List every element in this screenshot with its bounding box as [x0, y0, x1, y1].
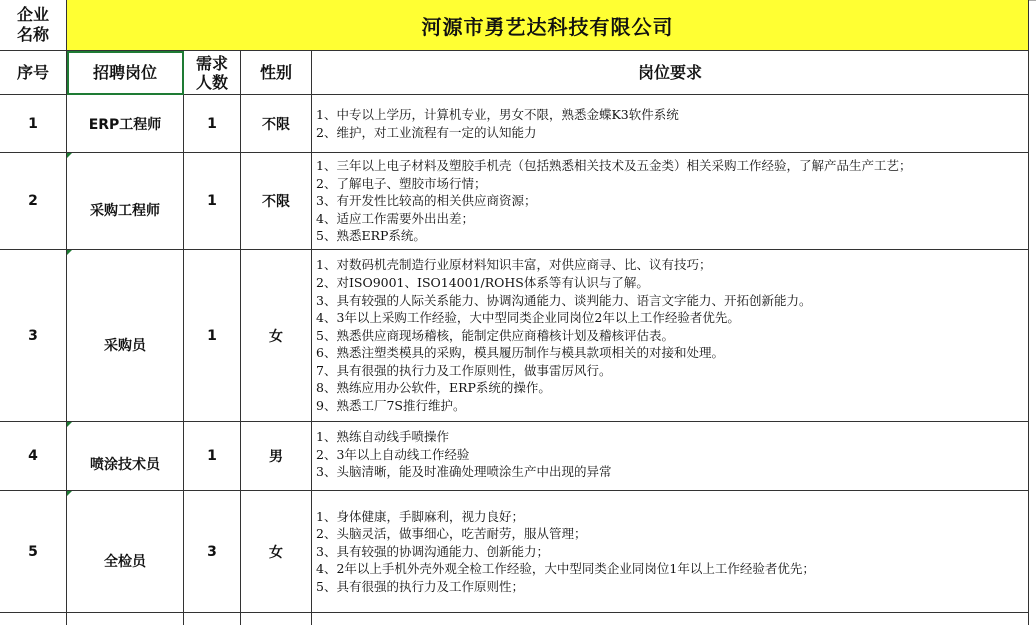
requirement-line: 7、具有很强的执行力及工作原则性，做事雷厉风行。 — [316, 362, 612, 378]
requirement-line: 4、适应工作需要外出出差； — [316, 210, 474, 226]
row-2-position[interactable]: 采购工程师 — [67, 153, 184, 250]
header-requirements[interactable]: 岗位要求 — [312, 51, 1029, 95]
header-gender[interactable]: 性别 — [241, 51, 312, 95]
row-3-position[interactable]: 采购员 — [67, 250, 184, 422]
requirement-line: 4、3年以上采购工作经验，大中型同类企业同岗位2年以上工作经验者优先。 — [316, 310, 740, 326]
header-count[interactable]: 需求 人数 — [184, 51, 241, 95]
requirement-line: 3、头脑清晰，能及时准确处理喷涂生产中出现的异常 — [316, 464, 612, 480]
row-6-position-partial[interactable] — [67, 613, 184, 625]
row-5-gender[interactable]: 女 — [241, 491, 312, 613]
requirement-line: 2、了解电子、塑胶市场行情； — [316, 175, 487, 191]
row-1-requirements[interactable] — [312, 95, 1029, 153]
row-1-position[interactable]: ERP工程师 — [67, 95, 184, 153]
row-4-seq[interactable]: 4 — [0, 422, 67, 491]
requirement-line: 1、对数码机壳制造行业原材料知识丰富，对供应商寻、比、议有技巧； — [316, 257, 712, 273]
row-2-requirements[interactable] — [312, 153, 1029, 250]
row-2-count[interactable]: 1 — [184, 153, 241, 250]
requirement-line: 1、中专以上学历，计算机专业，男女不限，熟悉金蝶K3软件系统 — [316, 106, 679, 122]
requirement-line: 3、有开发性比较高的相关供应商资源； — [316, 193, 537, 209]
row-5-requirements[interactable] — [312, 491, 1029, 613]
row-3-count[interactable]: 1 — [184, 250, 241, 422]
requirement-line: 8、熟练应用办公软件，ERP系统的操作。 — [316, 380, 551, 396]
requirement-line: 5、熟悉ERP系统。 — [316, 228, 426, 244]
row-6-requirements-partial[interactable] — [312, 613, 1029, 625]
row-3-seq[interactable]: 3 — [0, 250, 67, 422]
requirement-line: 2、3年以上自动线工作经验 — [316, 446, 470, 462]
row-1-seq[interactable]: 1 — [0, 95, 67, 153]
row-4-requirements[interactable] — [312, 422, 1029, 491]
requirement-line: 1、身体健康，手脚麻利，视力良好； — [316, 508, 524, 524]
row-3-gender[interactable]: 女 — [241, 250, 312, 422]
requirement-line: 5、熟悉供应商现场稽核，能制定供应商稽核计划及稽核评估表。 — [316, 327, 674, 343]
requirement-line: 2、对ISO9001、ISO14001/ROHS体系等有认识与了解。 — [316, 274, 649, 290]
requirement-line: 5、具有很强的执行力及工作原则性； — [316, 578, 524, 594]
requirement-line: 3、具有较强的人际关系能力、协调沟通能力、谈判能力、语言文字能力、开拓创新能力。 — [316, 292, 812, 308]
header-seq[interactable]: 序号 — [0, 51, 67, 95]
requirement-line: 9、熟悉工厂7S推行维护。 — [316, 398, 466, 414]
requirement-line: 2、维护，对工业流程有一定的认知能力 — [316, 124, 537, 140]
requirement-line: 1、三年以上电子材料及塑胶手机壳（包括熟悉相关技术及五金类）相关采购工作经验，了解产品生产工艺； — [316, 158, 912, 174]
row-5-count[interactable]: 3 — [184, 491, 241, 613]
row-6-count-partial[interactable] — [184, 613, 241, 625]
row-4-count[interactable]: 1 — [184, 422, 241, 491]
row-2-seq[interactable]: 2 — [0, 153, 67, 250]
row-5-position[interactable]: 全检员 — [67, 491, 184, 613]
company-name-cell[interactable]: 河源市勇艺达科技有限公司 — [67, 0, 1029, 51]
requirement-line: 3、具有较强的协调沟通能力、创新能力； — [316, 543, 549, 559]
row-5-seq[interactable]: 5 — [0, 491, 67, 613]
requirement-line: 2、头脑灵活，做事细心，吃苦耐劳，服从管理； — [316, 526, 587, 542]
row-4-gender[interactable]: 男 — [241, 422, 312, 491]
row-4-position[interactable]: 喷涂技术员 — [67, 422, 184, 491]
row-6-gender-partial[interactable] — [241, 613, 312, 625]
row-1-gender[interactable]: 不限 — [241, 95, 312, 153]
requirement-line: 1、熟练自动线手喷操作 — [316, 429, 449, 444]
header-position-selected[interactable]: 招聘岗位 — [67, 51, 184, 95]
row-1-count[interactable]: 1 — [184, 95, 241, 153]
row-6-seq-partial[interactable] — [0, 613, 67, 625]
requirement-line: 6、熟悉注塑类模具的采购，模具履历制作与模具款项相关的对接和处理。 — [316, 345, 724, 361]
company-label-cell[interactable]: 企业 名称 — [0, 0, 67, 51]
requirement-line: 4、2年以上手机外壳外观全检工作经验，大中型同类企业同岗位1年以上工作经验者优先； — [316, 561, 815, 577]
row-2-gender[interactable]: 不限 — [241, 153, 312, 250]
row-3-requirements[interactable] — [312, 250, 1029, 422]
